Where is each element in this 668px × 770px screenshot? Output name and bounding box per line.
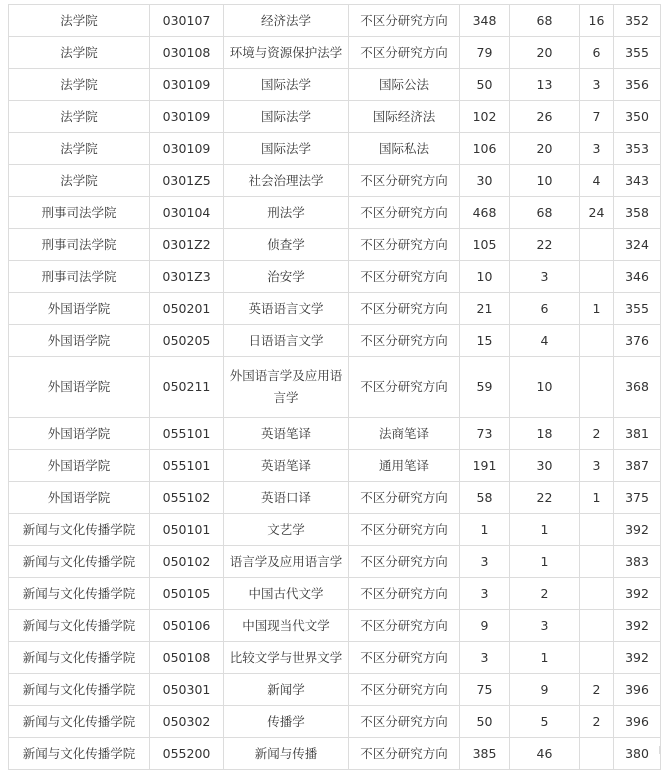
major-name-cell: 中国古代文学 xyxy=(224,578,349,610)
score-cell: 396 xyxy=(614,706,661,738)
college-cell: 新闻与文化传播学院 xyxy=(9,546,150,578)
college-cell: 刑事司法学院 xyxy=(9,261,150,293)
major-code-cell: 030108 xyxy=(150,37,224,69)
applicants-cell: 105 xyxy=(460,229,510,261)
major-code-cell: 030107 xyxy=(150,5,224,37)
college-cell: 刑事司法学院 xyxy=(9,197,150,229)
college-cell: 新闻与文化传播学院 xyxy=(9,674,150,706)
table-row xyxy=(9,5,661,37)
major-code-cell: 050102 xyxy=(150,546,224,578)
exempt-cell: 2 xyxy=(580,674,614,706)
direction-cell: 不区分研究方向 xyxy=(349,197,460,229)
applicants-cell: 468 xyxy=(460,197,510,229)
applicants-cell: 50 xyxy=(460,706,510,738)
college-cell: 新闻与文化传播学院 xyxy=(9,514,150,546)
college-cell: 新闻与文化传播学院 xyxy=(9,706,150,738)
table-row xyxy=(9,418,661,450)
college-cell: 外国语学院 xyxy=(9,450,150,482)
exempt-cell xyxy=(580,514,614,546)
major-name-cell: 英语笔译 xyxy=(224,418,349,450)
applicants-cell: 79 xyxy=(460,37,510,69)
score-cell: 324 xyxy=(614,229,661,261)
score-cell: 392 xyxy=(614,514,661,546)
major-code-cell: 050211 xyxy=(150,357,224,418)
admitted-cell: 22 xyxy=(510,482,580,514)
college-cell: 外国语学院 xyxy=(9,418,150,450)
exempt-cell: 16 xyxy=(580,5,614,37)
score-cell: 376 xyxy=(614,325,661,357)
score-cell: 392 xyxy=(614,610,661,642)
college-cell: 外国语学院 xyxy=(9,325,150,357)
admitted-cell: 30 xyxy=(510,450,580,482)
major-code-cell: 055200 xyxy=(150,738,224,770)
admitted-cell: 22 xyxy=(510,229,580,261)
direction-cell: 不区分研究方向 xyxy=(349,738,460,770)
direction-cell: 不区分研究方向 xyxy=(349,37,460,69)
exempt-cell xyxy=(580,357,614,418)
college-cell: 外国语学院 xyxy=(9,482,150,514)
major-code-cell: 055101 xyxy=(150,450,224,482)
major-name-cell: 国际法学 xyxy=(224,133,349,165)
major-code-cell: 050105 xyxy=(150,578,224,610)
college-cell: 外国语学院 xyxy=(9,293,150,325)
direction-cell: 不区分研究方向 xyxy=(349,578,460,610)
college-cell: 新闻与文化传播学院 xyxy=(9,610,150,642)
table-row xyxy=(9,325,661,357)
exempt-cell xyxy=(580,546,614,578)
table-row xyxy=(9,357,661,418)
admitted-cell: 1 xyxy=(510,642,580,674)
applicants-cell: 106 xyxy=(460,133,510,165)
applicants-cell: 59 xyxy=(460,357,510,418)
college-cell: 法学院 xyxy=(9,37,150,69)
admitted-cell: 46 xyxy=(510,738,580,770)
exempt-cell: 7 xyxy=(580,101,614,133)
table-row xyxy=(9,293,661,325)
table-row xyxy=(9,674,661,706)
table-row xyxy=(9,261,661,293)
college-cell: 法学院 xyxy=(9,69,150,101)
applicants-cell: 3 xyxy=(460,546,510,578)
major-name-cell: 国际法学 xyxy=(224,101,349,133)
admitted-cell: 2 xyxy=(510,578,580,610)
score-cell: 355 xyxy=(614,37,661,69)
table-row xyxy=(9,229,661,261)
major-code-cell: 050301 xyxy=(150,674,224,706)
major-name-cell: 治安学 xyxy=(224,261,349,293)
applicants-cell: 73 xyxy=(460,418,510,450)
major-name-cell: 外国语言学及应用语言学 xyxy=(224,357,349,418)
admission-table xyxy=(8,4,661,770)
applicants-cell: 10 xyxy=(460,261,510,293)
applicants-cell: 9 xyxy=(460,610,510,642)
admitted-cell: 6 xyxy=(510,293,580,325)
exempt-cell: 1 xyxy=(580,482,614,514)
direction-cell: 国际私法 xyxy=(349,133,460,165)
major-name-cell: 侦查学 xyxy=(224,229,349,261)
table-row xyxy=(9,101,661,133)
exempt-cell: 2 xyxy=(580,418,614,450)
major-name-cell: 日语语言文学 xyxy=(224,325,349,357)
table-row xyxy=(9,69,661,101)
score-cell: 381 xyxy=(614,418,661,450)
score-cell: 343 xyxy=(614,165,661,197)
exempt-cell: 3 xyxy=(580,69,614,101)
major-name-cell: 语言学及应用语言学 xyxy=(224,546,349,578)
major-name-cell: 社会治理法学 xyxy=(224,165,349,197)
table-row xyxy=(9,197,661,229)
table-row xyxy=(9,37,661,69)
major-name-cell: 英语语言文学 xyxy=(224,293,349,325)
major-code-cell: 055101 xyxy=(150,418,224,450)
exempt-cell: 24 xyxy=(580,197,614,229)
table-continuation xyxy=(8,746,660,754)
score-cell: 387 xyxy=(614,450,661,482)
direction-cell: 不区分研究方向 xyxy=(349,325,460,357)
direction-cell: 不区分研究方向 xyxy=(349,706,460,738)
applicants-cell: 1 xyxy=(460,514,510,546)
major-name-cell: 英语笔译 xyxy=(224,450,349,482)
exempt-cell: 3 xyxy=(580,133,614,165)
applicants-cell: 21 xyxy=(460,293,510,325)
direction-cell: 不区分研究方向 xyxy=(349,546,460,578)
major-name-cell: 传播学 xyxy=(224,706,349,738)
direction-cell: 不区分研究方向 xyxy=(349,229,460,261)
major-code-cell: 030109 xyxy=(150,101,224,133)
admitted-cell: 3 xyxy=(510,610,580,642)
admitted-cell: 10 xyxy=(510,165,580,197)
major-code-cell: 055102 xyxy=(150,482,224,514)
admitted-cell: 68 xyxy=(510,5,580,37)
major-code-cell: 050201 xyxy=(150,293,224,325)
exempt-cell xyxy=(580,325,614,357)
major-name-cell: 环境与资源保护法学 xyxy=(224,37,349,69)
college-cell: 法学院 xyxy=(9,5,150,37)
admitted-cell: 20 xyxy=(510,133,580,165)
major-code-cell: 050101 xyxy=(150,514,224,546)
score-cell: 350 xyxy=(614,101,661,133)
applicants-cell: 58 xyxy=(460,482,510,514)
score-cell: 346 xyxy=(614,261,661,293)
major-code-cell: 030109 xyxy=(150,69,224,101)
score-cell: 355 xyxy=(614,293,661,325)
exempt-cell xyxy=(580,229,614,261)
score-cell: 358 xyxy=(614,197,661,229)
applicants-cell: 385 xyxy=(460,738,510,770)
admitted-cell: 5 xyxy=(510,706,580,738)
exempt-cell xyxy=(580,610,614,642)
direction-cell: 不区分研究方向 xyxy=(349,293,460,325)
admitted-cell: 18 xyxy=(510,418,580,450)
score-cell: 392 xyxy=(614,578,661,610)
score-cell: 380 xyxy=(614,738,661,770)
exempt-cell xyxy=(580,261,614,293)
direction-cell: 通用笔译 xyxy=(349,450,460,482)
college-cell: 法学院 xyxy=(9,165,150,197)
exempt-cell: 2 xyxy=(580,706,614,738)
score-cell: 368 xyxy=(614,357,661,418)
direction-cell: 不区分研究方向 xyxy=(349,674,460,706)
admitted-cell: 20 xyxy=(510,37,580,69)
major-name-cell: 经济法学 xyxy=(224,5,349,37)
exempt-cell: 3 xyxy=(580,450,614,482)
major-name-cell: 比较文学与世界文学 xyxy=(224,642,349,674)
score-cell: 375 xyxy=(614,482,661,514)
score-cell: 383 xyxy=(614,546,661,578)
direction-cell: 不区分研究方向 xyxy=(349,165,460,197)
major-name-cell: 新闻与传播 xyxy=(224,738,349,770)
admitted-cell: 13 xyxy=(510,69,580,101)
major-code-cell: 050205 xyxy=(150,325,224,357)
major-name-cell: 国际法学 xyxy=(224,69,349,101)
major-name-cell: 中国现当代文学 xyxy=(224,610,349,642)
table-body xyxy=(9,5,661,770)
applicants-cell: 191 xyxy=(460,450,510,482)
table-row xyxy=(9,450,661,482)
table-row xyxy=(9,578,661,610)
major-name-cell: 文艺学 xyxy=(224,514,349,546)
score-cell: 396 xyxy=(614,674,661,706)
major-code-cell: 030109 xyxy=(150,133,224,165)
applicants-cell: 3 xyxy=(460,578,510,610)
major-code-cell: 0301Z3 xyxy=(150,261,224,293)
college-cell: 新闻与文化传播学院 xyxy=(9,578,150,610)
direction-cell: 不区分研究方向 xyxy=(349,5,460,37)
applicants-cell: 3 xyxy=(460,642,510,674)
major-name-cell: 新闻学 xyxy=(224,674,349,706)
exempt-cell: 6 xyxy=(580,37,614,69)
table-row xyxy=(9,482,661,514)
exempt-cell: 1 xyxy=(580,293,614,325)
admitted-cell: 3 xyxy=(510,261,580,293)
table-row xyxy=(9,706,661,738)
college-cell: 新闻与文化传播学院 xyxy=(9,738,150,770)
direction-cell: 不区分研究方向 xyxy=(349,642,460,674)
direction-cell: 不区分研究方向 xyxy=(349,482,460,514)
direction-cell: 不区分研究方向 xyxy=(349,357,460,418)
direction-cell: 不区分研究方向 xyxy=(349,610,460,642)
table-row xyxy=(9,610,661,642)
exempt-cell: 4 xyxy=(580,165,614,197)
major-code-cell: 050302 xyxy=(150,706,224,738)
admitted-cell: 26 xyxy=(510,101,580,133)
direction-cell: 不区分研究方向 xyxy=(349,514,460,546)
major-code-cell: 050108 xyxy=(150,642,224,674)
major-code-cell: 050106 xyxy=(150,610,224,642)
major-code-cell: 030104 xyxy=(150,197,224,229)
applicants-cell: 50 xyxy=(460,69,510,101)
major-code-cell: 0301Z2 xyxy=(150,229,224,261)
score-cell: 352 xyxy=(614,5,661,37)
admitted-cell: 4 xyxy=(510,325,580,357)
major-code-cell: 0301Z5 xyxy=(150,165,224,197)
major-name-cell: 刑法学 xyxy=(224,197,349,229)
admitted-cell: 1 xyxy=(510,546,580,578)
direction-cell: 国际经济法 xyxy=(349,101,460,133)
table-row xyxy=(9,546,661,578)
major-name-cell: 英语口译 xyxy=(224,482,349,514)
college-cell: 法学院 xyxy=(9,133,150,165)
applicants-cell: 348 xyxy=(460,5,510,37)
applicants-cell: 30 xyxy=(460,165,510,197)
college-cell: 刑事司法学院 xyxy=(9,229,150,261)
applicants-cell: 102 xyxy=(460,101,510,133)
admitted-cell: 9 xyxy=(510,674,580,706)
exempt-cell xyxy=(580,642,614,674)
admitted-cell: 10 xyxy=(510,357,580,418)
direction-cell: 不区分研究方向 xyxy=(349,261,460,293)
table-row xyxy=(9,642,661,674)
table-row xyxy=(9,165,661,197)
applicants-cell: 75 xyxy=(460,674,510,706)
college-cell: 法学院 xyxy=(9,101,150,133)
admitted-cell: 1 xyxy=(510,514,580,546)
score-cell: 356 xyxy=(614,69,661,101)
table-row xyxy=(9,133,661,165)
score-cell: 353 xyxy=(614,133,661,165)
table-row xyxy=(9,514,661,546)
college-cell: 外国语学院 xyxy=(9,357,150,418)
exempt-cell xyxy=(580,578,614,610)
direction-cell: 国际公法 xyxy=(349,69,460,101)
direction-cell: 法商笔译 xyxy=(349,418,460,450)
admitted-cell: 68 xyxy=(510,197,580,229)
college-cell: 新闻与文化传播学院 xyxy=(9,642,150,674)
score-cell: 392 xyxy=(614,642,661,674)
applicants-cell: 15 xyxy=(460,325,510,357)
